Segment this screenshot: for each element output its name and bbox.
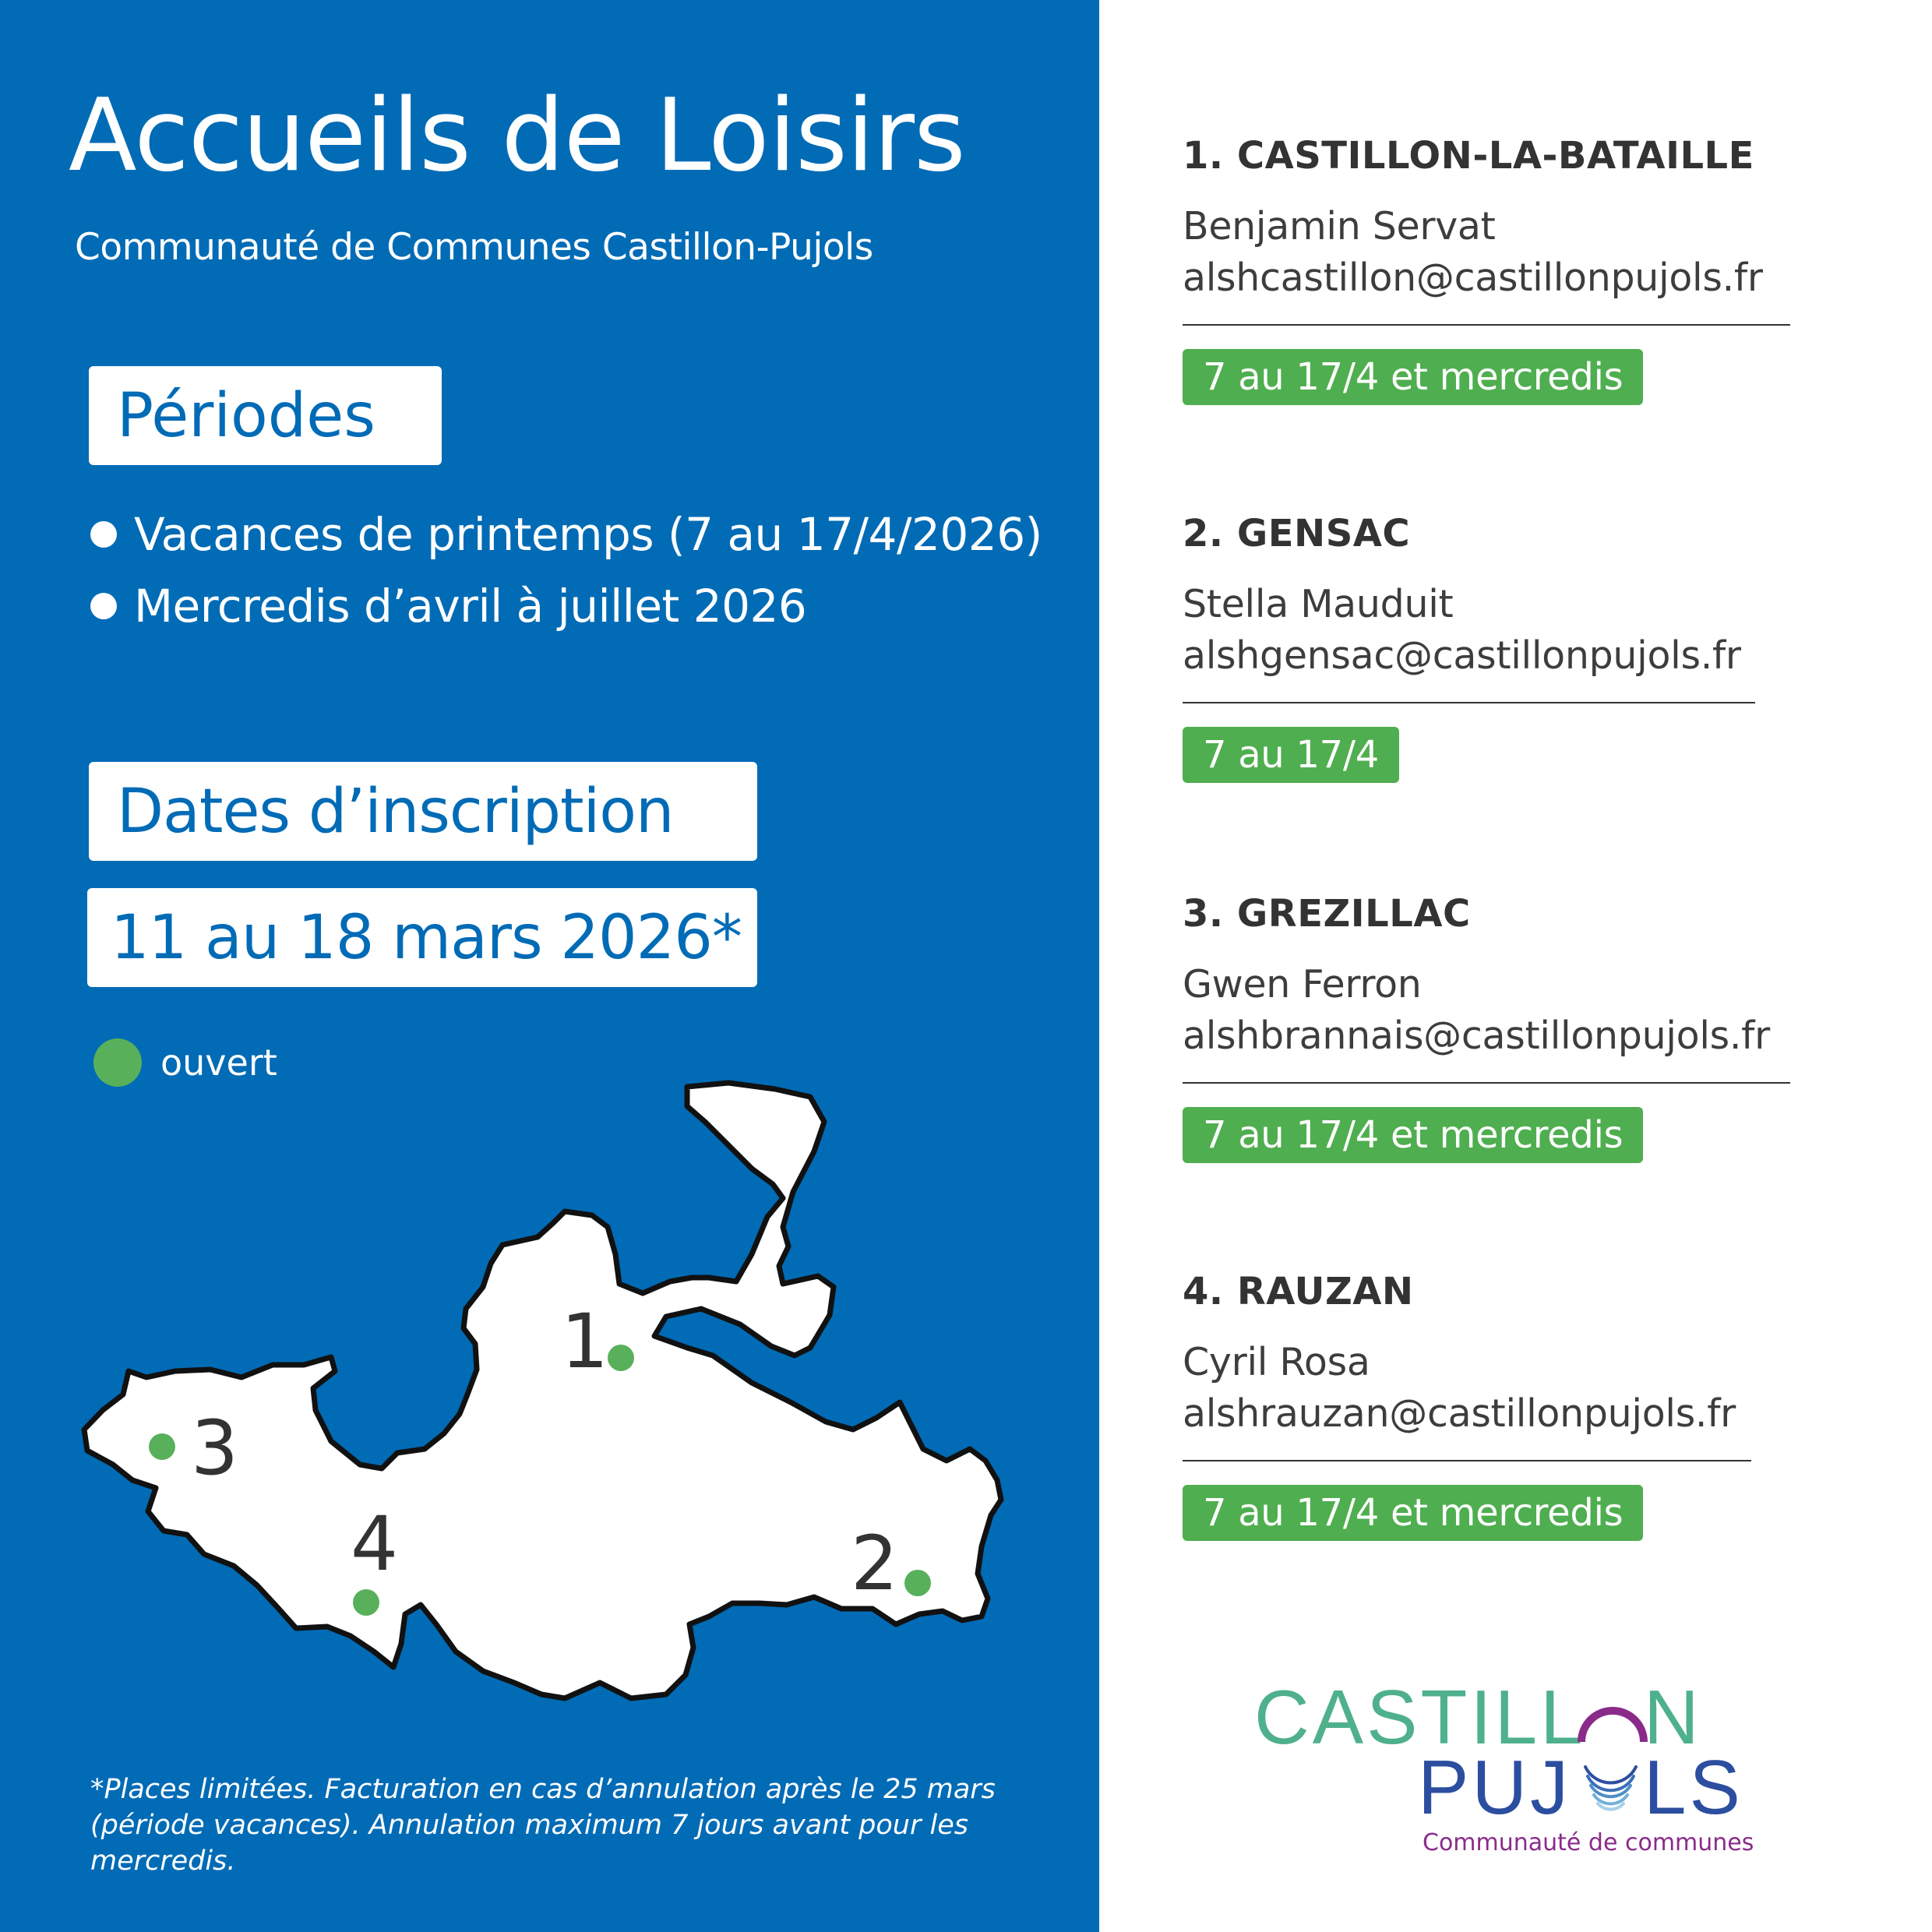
marker-number: 1 [561, 1298, 609, 1385]
logo-text-n: N [1644, 1675, 1699, 1760]
period-text: Vacances de printemps (7 au 17/4/2026) [134, 508, 1042, 561]
logo-tagline: Communauté de communes [1423, 1829, 1754, 1856]
opening-badge: 7 au 17/4 et mercredis [1183, 349, 1643, 405]
contact-block [1183, 201, 1790, 304]
marker-dot-icon [608, 1345, 634, 1371]
opening-badge: 7 au 17/4 [1183, 727, 1399, 783]
opening-badge: 7 au 17/4 et mercredis [1183, 1107, 1643, 1163]
castillon-pujols-logo [1239, 1675, 1768, 1862]
centre-gensac [1183, 512, 1790, 783]
divider [1183, 1460, 1751, 1461]
page-subtitle: Communauté de Communes Castillon-Pujols [75, 226, 873, 269]
centre-castillon [1183, 134, 1790, 405]
footnote: *Places limitées. Facturation en cas d’annulation après le 25 mars (période vacances). Annulation maximum 7 jours avant pour les mercredis. [90, 1774, 996, 1877]
periods-heading: Périodes [89, 366, 442, 465]
centre-grezillac [1183, 892, 1790, 1163]
centre-title: 1. CASTILLON-LA-BATAILLE [1183, 134, 1754, 178]
logo-text-ls: LS [1644, 1744, 1743, 1830]
registration-dates: 11 au 18 mars 2026* [87, 888, 757, 987]
contact-email[interactable]: alshgensac@castillonpujols.fr [1183, 633, 1741, 678]
page-title: Accueils de Loisirs [69, 78, 965, 194]
centre-title: 4. RAUZAN [1183, 1270, 1414, 1313]
logo-text-puj: PUJ [1418, 1744, 1572, 1830]
contact-email[interactable]: alshbrannais@castillonpujols.fr [1183, 1014, 1770, 1058]
registration-heading: Dates d’inscription [89, 762, 757, 861]
contact-block [1183, 959, 1790, 1062]
contact-block [1183, 579, 1790, 682]
divider [1183, 1082, 1790, 1084]
divider [1183, 702, 1755, 703]
legend-label: ouvert [160, 1042, 277, 1084]
centre-title: 2. GENSAC [1183, 512, 1411, 555]
marker-dot-icon [904, 1570, 931, 1596]
contact-block [1183, 1337, 1790, 1440]
opening-badge: 7 au 17/4 et mercredis [1183, 1485, 1643, 1541]
contact-email[interactable]: alshrauzan@castillonpujols.fr [1183, 1391, 1736, 1436]
logo-text-castillon: CASTILL [1254, 1675, 1586, 1760]
divider [1183, 324, 1790, 326]
contact-name: Cyril Rosa [1183, 1340, 1370, 1384]
period-text: Mercredis d’avril à juillet 2026 [134, 580, 807, 633]
centre-title: 3. GREZILLAC [1183, 892, 1471, 936]
logo-wave-icon [1585, 1767, 1636, 1809]
marker-number: 2 [851, 1520, 899, 1607]
logo-arc-icon [1581, 1711, 1644, 1742]
centre-rauzan [1183, 1270, 1790, 1541]
marker-dot-icon [353, 1589, 379, 1616]
marker-number: 3 [191, 1405, 239, 1492]
contact-email[interactable]: alshcastillon@castillonpujols.fr [1183, 256, 1763, 300]
contact-name: Benjamin Servat [1183, 204, 1496, 249]
contact-name: Gwen Ferron [1183, 962, 1422, 1007]
marker-number: 4 [351, 1500, 399, 1588]
contact-name: Stella Mauduit [1183, 582, 1454, 626]
marker-dot-icon [149, 1433, 175, 1460]
